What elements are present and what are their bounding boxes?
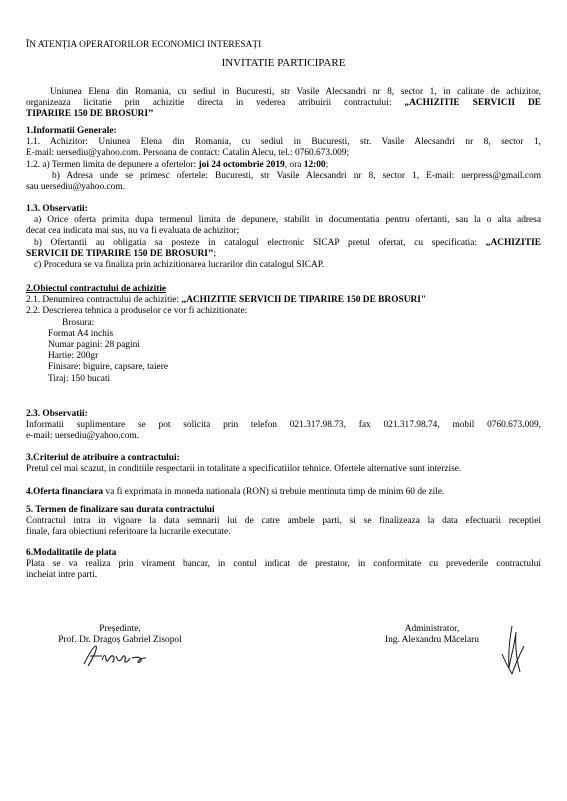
section-general-info [26,126,541,193]
p11-line-1: 1.1. Achizitor: Uniunea Elena din Romania, cu sediul in Bucuresti, str. Vasile Alecsandri nr 8, sector 1, [26,137,541,148]
obs2-line-1: Informatii suplimentare se pot solicita prin telefon 021.317.98.73, fax 021.317.98.74, mobil 0760.673.009, [26,420,541,431]
spec-item: Brosura: [62,317,95,328]
payment-line-2: incheiat intre parti. [26,570,98,581]
right-role: Administrator, [404,624,460,634]
payment-line-1: Plata se va realiza prin virament bancar, in contul indicat de prestator, in conformitate cu prevederile contractului [26,559,541,570]
section-5-heading: 5. Termen de finalizare sau durata contractului [26,505,215,515]
spec-item: Finisare: biguire, capsare, taiere [48,362,168,373]
section-3-heading: 3.Criteriul de atribuire a contractului: [26,453,180,463]
p21-line: 2.1. Denumirea contractului de achizitie: „ACHIZITIE SERVICII DE TIPARIRE 150 DE BROSURI" [26,295,427,306]
p12b-line-2: sau uersediu@yahoo.com. [26,182,125,193]
financial-line: 4.Oferta financiara va fi exprimata in moneda nationala (RON) si trebuie mentinuta timp de minim 60 de zile. [26,487,445,497]
obs-a-line-1: a) Orice oferta primita dupa termenul limita de depunere, stabilit in documentatia pentru ofertanti, sau la o alta adresa [34,215,541,226]
obs2-line-2: e-mail: uersediu@yahoo.com. [26,431,140,442]
spec-item: Numar pagini: 28 pagini [48,340,140,351]
section-contract-object [26,284,541,385]
obs-b-line-1: b) Ofertantii au obligatia sa posteze in catalogul electronic SICAP pretul ofertat, cu specificatia: „ACHIZITIE [34,237,541,248]
section-13-heading: 1.3. Observatii: [26,204,88,214]
obs-a-line-2: decat cea indicata mai sus, nu va fi evaluata de achizitor; [26,226,240,237]
title-text: INVITATIE PARTICIPARE [221,57,346,69]
intro-paragraph [26,87,541,121]
duration-line-1: Contractul intra in vigoare la data semnarii lui de catre ambele parti, si se finalizeaza la data efectuarii receptiei [26,516,541,527]
section-observations-2 [26,409,541,443]
handwritten-signature-left [80,642,170,670]
document-title [26,58,541,69]
p11-line-2: E-mail: uersediu@yahoo.com. Persoana de contact: Catalin Alecu, tel.: 0760.673.009; [26,148,350,159]
section-duration [26,505,541,539]
spec-item: Tiraj: 150 bucati [48,373,111,384]
intro-line-1: Uniunea Elena din Romania, cu sediul in Bucuresti, str Vasile Alecsandri nr 8, sector 1, in calitate de achizitor, [50,87,541,97]
spec-item: Format A4 inchis [48,328,114,339]
obs-b-line-2: SERVICII DE TIPARIRE 150 DE BROSURI’’; [26,248,217,259]
section-1-heading: 1.Informatii Generale: [26,126,117,136]
p12a-line: 1.2. a) Termen limita de depunere a ofertelor: joi 24 octombrie 2019, ora 12:00; [26,159,329,170]
criterion-line: Pretul cel mai scazut, in conditiile respectarii in totalitate a specificatiilor tehnice. Ofertele alternative sunt interzise. [26,464,462,475]
intro-line-3: TIPARIRE 150 DE BROSURI’’ [26,109,154,120]
p22-line: 2.2. Descrierea tehnica a produselor ce vor fi achizitionate: [26,306,248,317]
section-2-heading: 2.Obiectul contractului de achizitie [26,284,167,294]
section-payment [26,548,541,582]
obs-c-line: c) Procedura se va finaliza prin achizitionarea lucrarilor din catalogul SICAP. [34,260,325,271]
left-role: Președinte, [99,624,141,634]
signature-right [352,624,512,646]
section-23-heading: 2.3. Observatii: [26,409,88,419]
intro-line-2: organizeaza licitatie prin achizitie directa in vederea atribuirii contractului: „ACHIZITIE SERVICII DE [26,98,541,109]
section-6-heading: 6.Modalitatile de plata [26,548,117,558]
p12b-line-1: b) Adresa unde se primesc ofertele: Bucuresti, str Vasile Alecsandri nr 8, sector 1, E-mail: uerpress@gmail.com [52,170,541,181]
section-financial-offer [26,487,541,498]
notice-text: ÎN ATENȚIA OPERATORILOR ECONOMICI INTERESAȚI [26,40,262,50]
notice-line [26,40,541,51]
section-observations-1 [26,204,541,271]
section-award-criterion [26,453,541,475]
left-name: Prof. Dr. Dragoș Gabriel Zisopol [58,635,182,646]
duration-line-2: finale, fara obiectiuni referitoare la lucrarile executate. [26,527,231,538]
spec-item: Hartie: 200gr [48,351,99,362]
right-name: Ing. Alexandru Măcelaru [385,635,479,646]
handwritten-signature-right [498,624,528,676]
